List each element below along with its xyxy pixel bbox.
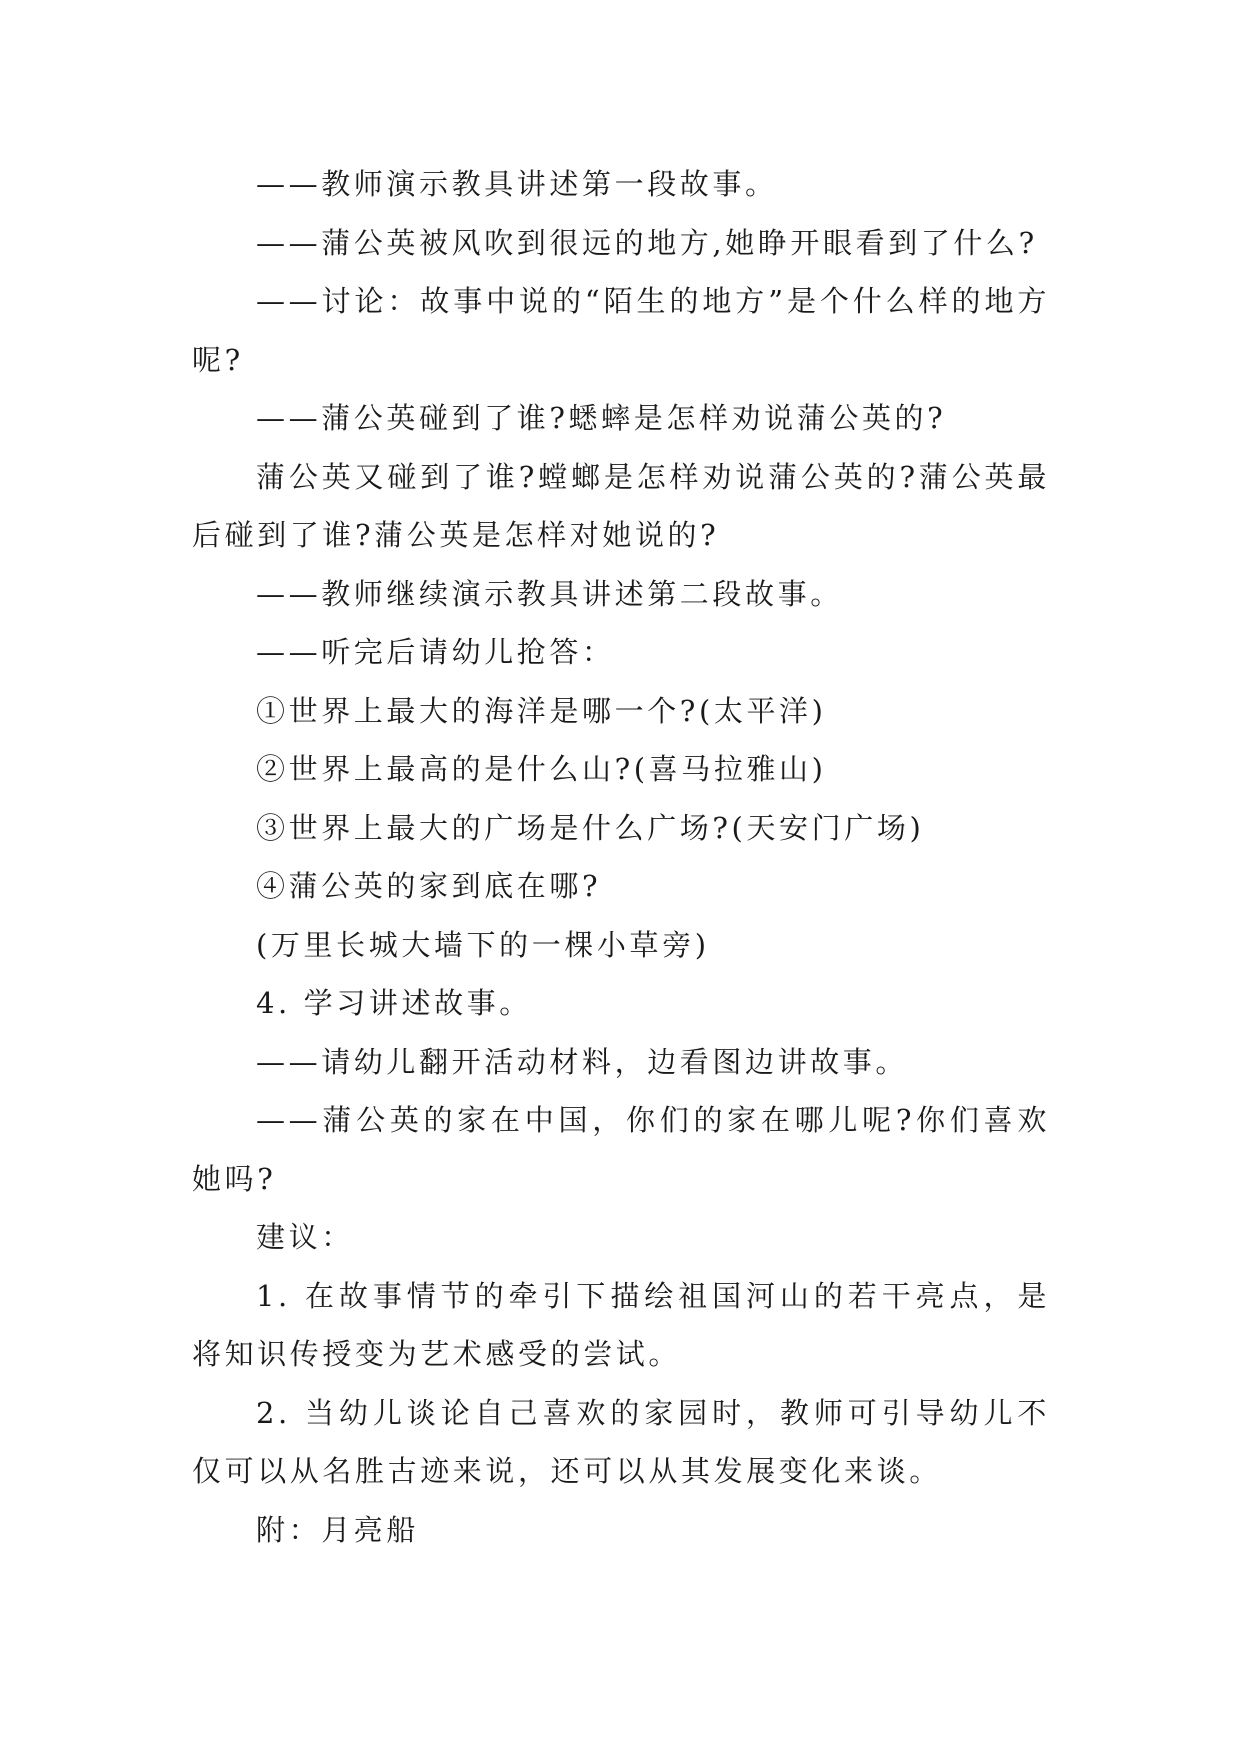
paragraph: ——教师演示教具讲述第一段故事。 xyxy=(256,167,778,201)
list-item: ③世界上最大的广场是什么广场?(天安门广场) xyxy=(256,810,925,845)
paragraph: (万里长城大墙下的一棵小草旁) xyxy=(256,927,710,962)
paragraph: ——请幼儿翻开活动材料，边看图边讲故事。 xyxy=(256,1044,909,1079)
list-item: ④蒲公英的家到底在哪? xyxy=(256,869,602,903)
appendix-heading: 附：月亮船 xyxy=(256,1512,420,1547)
paragraph: ——听完后请幼儿抢答： xyxy=(256,635,615,669)
paragraph: 蒲公英又碰到了谁?螳螂是怎样劝说蒲公英的?蒲公英最后碰到了谁?蒲公英是怎样对她说的? xyxy=(192,459,1050,552)
section-heading: 建议： xyxy=(256,1220,354,1254)
paragraph: ——蒲公英碰到了谁?蟋蟀是怎样劝说蒲公英的? xyxy=(256,401,947,435)
paragraph: 1. 在故事情节的牵引下描绘祖国河山的若干亮点，是将知识传授变为艺术感受的尝试。 xyxy=(192,1278,1050,1371)
list-item: ②世界上最高的是什么山?(喜马拉雅山) xyxy=(256,752,827,786)
paragraph: ——讨论：故事中说的“陌生的地方”是个什么样的地方呢? xyxy=(192,284,1050,377)
document-body xyxy=(192,155,1050,1559)
paragraph: ——蒲公英的家在中国，你们的家在哪儿呢?你们喜欢她吗? xyxy=(192,1103,1050,1196)
section-heading: 4. 学习讲述故事。 xyxy=(256,986,532,1020)
paragraph: ——蒲公英被风吹到很远的地方,她睁开眼看到了什么? xyxy=(256,225,1038,260)
paragraph: ——教师继续演示教具讲述第二段故事。 xyxy=(256,576,843,611)
list-item: ①世界上最大的海洋是哪一个?(太平洋) xyxy=(256,693,827,728)
paragraph: 2. 当幼儿谈论自己喜欢的家园时，教师可引导幼儿不仅可以从名胜古迹来说，还可以从其发展变化来谈。 xyxy=(192,1395,1050,1488)
